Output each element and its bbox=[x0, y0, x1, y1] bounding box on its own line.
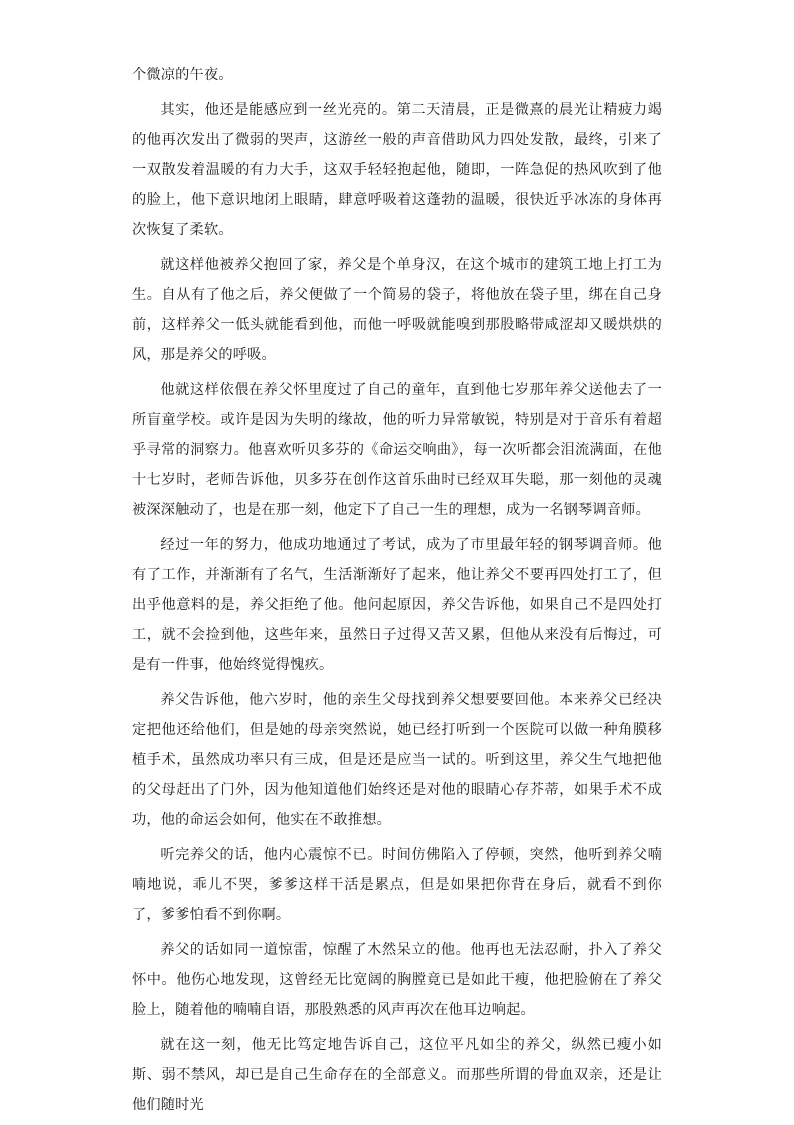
paragraph-2: 其实，他还是能感应到一丝光亮的。第二天清晨，正是微熹的晨光让精疲力竭的他再次发出了微弱的哭声，这游丝一般的声音借助风力四处发散，最终，引来了一双散发着温暖的有力大手，这双手轻轻抱起他，随即，一阵急促的热风吹到了他的脸上，他下意识地闭上眼睛，肆意呼吸着这蓬勃的温暖，很快近乎冰冻的身体再次恢复了柔软。 bbox=[132, 102, 662, 238]
paragraph-1: 个微凉的午夜。 bbox=[132, 67, 233, 83]
paragraph-5: 经过一年的努力，他成功地通过了考试，成为了市里最年轻的钢琴调音师。他有了工作，并渐渐有了名气，生活渐渐好了起来，他让养父不要再四处打工了，但出乎他意料的是，养父拒绝了他。他问起原因，养父告诉他，如果自己不是四处打工，就不会捡到他，这些年来，虽然日子过得又苦又累，但他从来没有后悔过，可是有一件事，他始终觉得愧疚。 bbox=[132, 537, 662, 673]
paragraph-6: 养父告诉他，他六岁时，他的亲生父母找到养父想要要回他。本来养父已经决定把他还给他们，但是她的母亲突然说，她已经打听到一个医院可以做一种角膜移植手术，虽然成功率只有三成，但是还是应当一试的。听到这里，养父生气地把他的父母赶出了门外，因为他知道他们始终还是对他的眼睛心存芥蒂，如果手术不成功，他的命运会如何，他实在不敢推想。 bbox=[132, 692, 662, 828]
paragraph-9: 就在这一刻，他无比笃定地告诉自己，这位平凡如尘的养父，纵然已瘦小如斯、弱不禁风，却已是自己生命存在的全部意义。而那些所谓的骨血双亲，还是让他们随时光 bbox=[132, 1037, 662, 1113]
paragraph-7: 听完养父的话，他内心震惊不已。时间仿佛陷入了停顿，突然，他听到养父喃喃地说，乖儿不哭，爹爹这样干活是累点，但是如果把你背在身后，就看不到你了，爹爹怕看不到你啊。 bbox=[132, 847, 662, 923]
document-body bbox=[132, 60, 662, 1125]
paragraph-8: 养父的话如同一道惊雷，惊醒了木然呆立的他。他再也无法忍耐，扑入了养父怀中。他伤心地发现，这曾经无比宽阔的胸膛竟已是如此干瘦，他把脸俯在了养父脸上，随着他的喃喃自语，那股熟悉的风声再次在他耳边响起。 bbox=[132, 942, 662, 1018]
paragraph-3: 就这样他被养父抱回了家，养父是个单身汉，在这个城市的建筑工地上打工为生。自从有了他之后，养父便做了一个简易的袋子，将他放在袋子里，绑在自己身前，这样养父一低头就能看到他，而他一呼吸就能嗅到那股略带咸涩却又暖烘烘的风，那是养父的呼吸。 bbox=[132, 257, 662, 363]
paragraph-4: 他就这样依偎在养父怀里度过了自己的童年，直到他七岁那年养父送他去了一所盲童学校。或许是因为失明的缘故，他的听力异常敏锐，特别是对于音乐有着超乎寻常的洞察力。他喜欢听贝多芬的《命运交响曲》，每一次听都会泪流满面，在他十七岁时，老师告诉他，贝多芬在创作这首乐曲时已经双耳失聪，那一刻他的灵魂被深深触动了，也是在那一刻，他定下了自己一生的理想，成为一名钢琴调音师。 bbox=[132, 382, 662, 518]
